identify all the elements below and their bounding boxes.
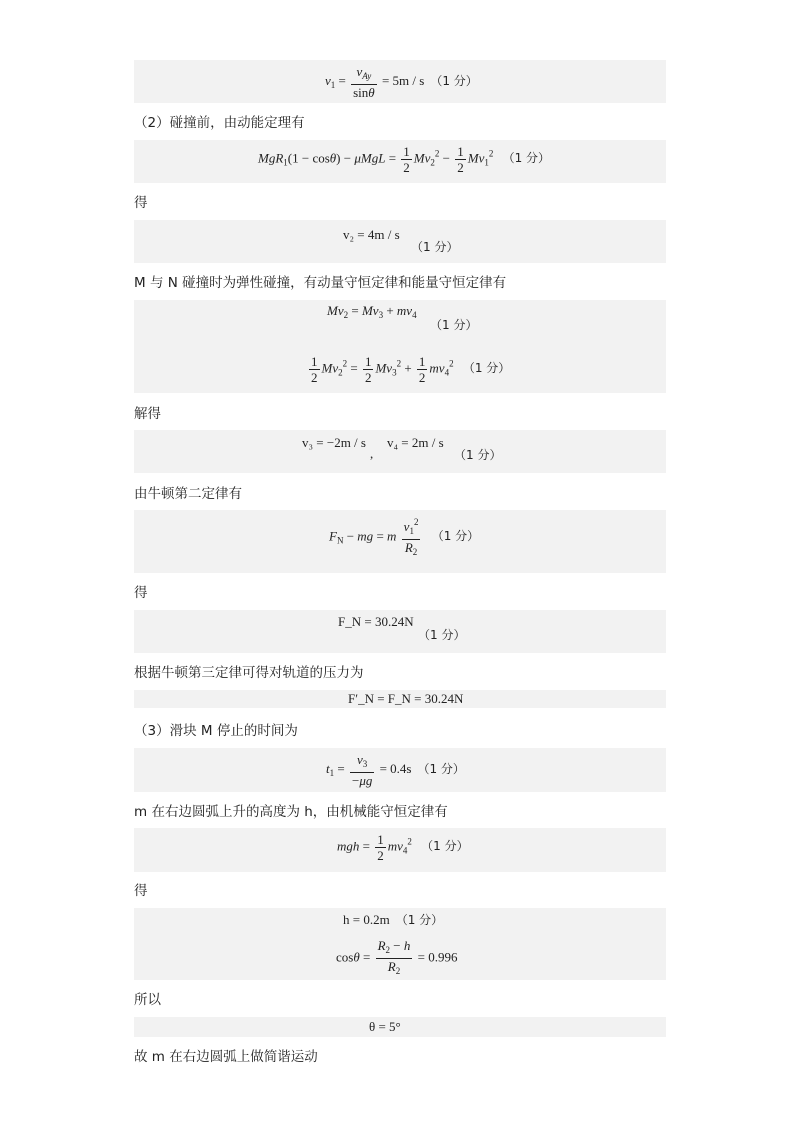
part2-intro: （2）碰撞前，由动能定理有	[134, 115, 305, 131]
equation-t1: $t_1$ = $\frac{v_3}{-\mu g}$ = 0.4s （1 分）	[326, 752, 465, 788]
points-10: （1 分）	[417, 761, 465, 776]
v4-result: v₄ = 2m / s	[387, 435, 444, 450]
so-text: 所以	[134, 992, 161, 1008]
equation-newton2: $F_N$ − mg = m $\frac{v_1^2}{R_2}$ （1 分）	[329, 517, 480, 557]
equation-fn-press	[348, 691, 463, 707]
equation-cos: cosθ = $\frac{R_2 - h}{R_2}$ = 0.996	[336, 938, 458, 976]
points-3-wrap	[405, 238, 458, 255]
points-4: （1 分）	[430, 318, 478, 332]
theta-result: θ = 5°	[369, 1019, 401, 1034]
points-5: （1 分）	[462, 361, 511, 376]
newton2-text: 由牛顿第二定律有	[134, 486, 242, 502]
equation-theta	[369, 1019, 401, 1035]
points-3: （1 分）	[411, 240, 459, 254]
equation-fn	[338, 614, 414, 630]
points-11: （1 分）	[421, 839, 469, 854]
equation-momentum: $Mv_2 = Mv_3 + mv_4$	[327, 303, 417, 320]
points-4-wrap	[424, 316, 477, 333]
points-1: （1 分）	[430, 73, 478, 88]
text-de-1: 得	[134, 195, 148, 211]
v1-result: = 5m / s	[381, 72, 425, 88]
solve-text: 解得	[134, 406, 161, 422]
equation-v1: $v_1$ = $\frac{v_{Ay}}{\sin\theta}$ = 5m / s （1 分）	[325, 64, 478, 100]
equation-energy: MgR$_1$(1 − cosθ) − μMgL = $\frac{1}{2}$ $Mv_2^2$ − $\frac{1}{2}$ $Mv_1^2$ （1 分）	[258, 144, 551, 175]
equation-v4	[387, 435, 444, 451]
fn-press-result: F′_N = F_N = 30.24N	[348, 691, 464, 706]
height-text: m 在右边圆弧上升的高度为 h，由机械能守恒定律有	[134, 804, 448, 820]
conclusion-text: 故 m 在右边圆弧上做简谐运动	[134, 1049, 318, 1065]
points-6-wrap	[448, 446, 501, 463]
comma: ,	[370, 446, 374, 461]
equation-v2	[343, 227, 400, 243]
equation-h	[343, 911, 443, 928]
v2-result: v₂ = 4m / s	[343, 227, 400, 242]
points-8: （1 分）	[418, 628, 466, 642]
points-8-wrap	[412, 626, 465, 643]
points-12: （1 分）	[395, 913, 444, 927]
newton3-text: 根据牛顿第三定律可得对轨道的压力为	[134, 665, 364, 681]
equation-box-v2	[134, 220, 666, 263]
collision-text: M 与 N 碰撞时为弹性碰撞，有动量守恒定律和能量守恒定律有	[134, 275, 507, 291]
cos-result: = 0.996	[417, 949, 458, 965]
equation-energy-conservation: $\frac{1}{2}$ $Mv_2^2$ = $\frac{1}{2}$ $Mv_3^2$ + $\frac{1}{2}$ $mv_4^2$ （1 分）	[311, 354, 511, 385]
points-2: （1 分）	[502, 151, 551, 166]
text-de-2: 得	[134, 585, 148, 601]
points-6: （1 分）	[454, 448, 502, 462]
part3-intro: （3）滑块 M 停止的时间为	[134, 723, 298, 739]
t1-result: = 0.4s	[379, 760, 412, 776]
text-de-3: 得	[134, 883, 148, 899]
points-7: （1 分）	[431, 529, 480, 544]
h-result: h = 0.2m	[343, 912, 390, 927]
equation-v3	[302, 435, 366, 451]
v3-result: v₃ = −2m / s	[302, 435, 366, 450]
equation-mgh: mgh = $\frac{1}{2}$ $mv_4^2$ （1 分）	[337, 832, 469, 863]
fn-result: F_N = 30.24N	[338, 614, 414, 629]
